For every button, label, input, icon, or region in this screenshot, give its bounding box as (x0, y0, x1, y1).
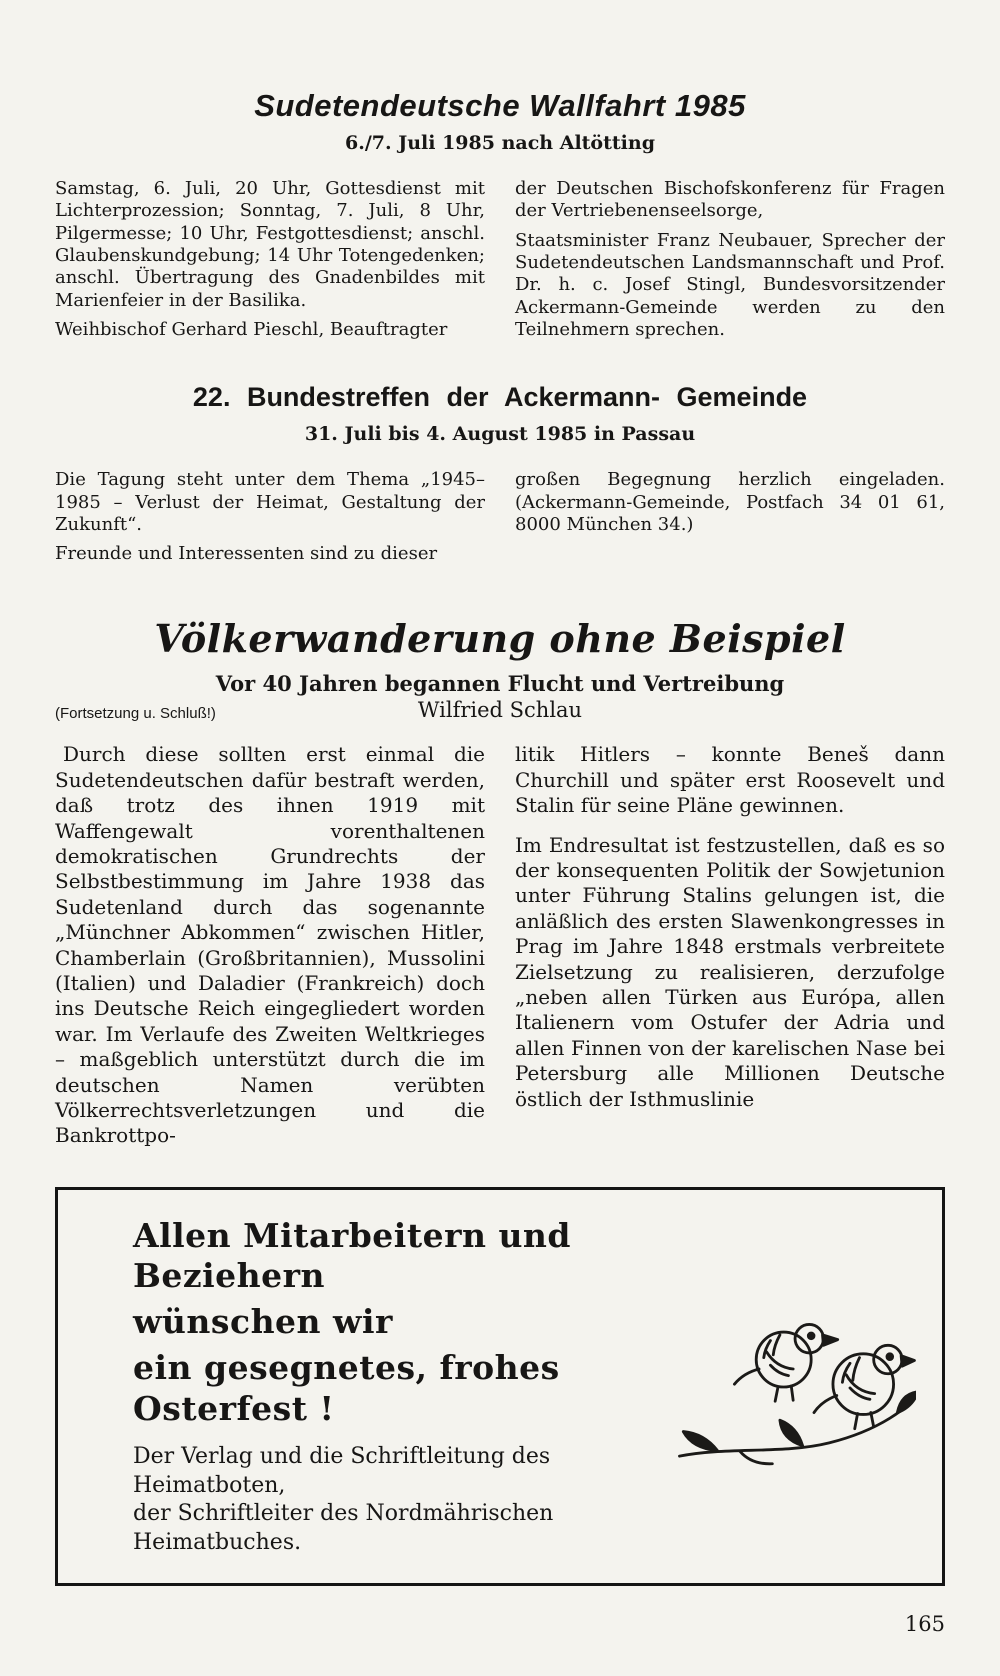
paragraph: Im Endresultat ist festzustellen, daß es so der konsequenten Politik der Sowjetunion unter Führung Stalins gelungen ist, die anläßlich des ersten Slawenkongresses in Prag im Jahre 1848 erstmals verbreitete Zielsetzung zu realisieren, derzufolge „neben allen Türken aus Európa, allen Italienern vom Ostufer der Adria und allen Finnen von der karelischen Nase bei Petersburg alle Millionen Deutsche östlich der Isthmuslinie (515, 832, 945, 1111)
left-column (55, 742, 485, 1148)
credit-line: der Schriftleiter des Nordmährischen Heimatbuches. (133, 1501, 554, 1555)
article-wallfahrt (55, 88, 945, 348)
birds-illustration (676, 1297, 916, 1477)
easter-greeting-box (55, 1187, 945, 1587)
left-column (55, 469, 485, 572)
greeting-line: ein gesegnetes, frohes Osterfest ! (133, 1348, 560, 1428)
right-column (515, 178, 945, 348)
paragraph: Weihbischof Gerhard Pieschl, Beauftragter (55, 318, 448, 340)
paragraph: Die Tagung steht unter dem Thema „1945–1985 – Verlust der Heimat, Gestaltung der Zukunft“. (55, 469, 485, 535)
article-bundestreffen (55, 382, 945, 572)
right-column (515, 469, 945, 572)
paragraph: Staatsminister Franz Neubauer, Sprecher der Sudetendeutschen Landsmannschaft und Prof. Dr. h. c. Josef Stingl, Bundesvorsitzender Ackermann-Gemeinde werden zu den Teilnehmern sprechen. (515, 229, 945, 340)
credit-line: Der Verlag und die Schriftleitung des Heimatboten, (133, 1443, 551, 1498)
article-title: 22. Bundestreffen der Ackermann- Gemeinde (192, 382, 808, 413)
article-subtitle: 6./7. Juli 1985 nach Altötting (345, 132, 655, 154)
article-subtitle: 31. Juli bis 4. August 1985 in Passau (304, 423, 696, 446)
paragraph: Durch diese sollten erst einmal die Sudetendeutschen dafür bestraft werden, daß trotz des ihnen 1919 mit Waffengewalt vorenthaltenen demokratischen Grundrechts der Selbstbestimmung im Jahre 1938 das Sudetenland durch das sogenannte „Münchner Abkommen“ zwischen Hitler, Chamberlain (Großbritannien), Mussolini (Italien) und Daladier (Frankreich) doch ins Deutsche Reich eingegliedert worden war. Im Verlaufe des Zweiten Weltkrieges – maßgeblich unterstützt durch die im deutschen Namen verübten Völkerrechtsverletzungen und die Bankrottpo- (55, 742, 485, 1148)
continuation-note: (Fortsetzung u. Schluß!) (55, 705, 216, 723)
greeting-credits (133, 1443, 652, 1557)
article-title: Sudetendeutsche Wallfahrt 1985 (254, 88, 746, 123)
byline-row (55, 698, 945, 728)
paragraph: großen Begegnung herzlich eingeladen. (Ackermann-Gemeinde, Postfach 34 01 61, 8000 München 34.) (515, 469, 945, 535)
paragraph: litik Hitlers – konnte Beneš dann Churchill und später erst Roosevelt und Stalin für seine Pläne gewinnen. (515, 742, 945, 818)
paragraph: Freunde und Interessenten sind zu dieser (55, 543, 438, 565)
paragraph: Samstag, 6. Juli, 20 Uhr, Gottesdienst mit Lichterprozession; Sonntag, 7. Juli, 8 Uhr, Pilgermesse; 10 Uhr, Festgottesdienst; anschl. Glaubenskundgebung; 14 Uhr Totengedenken; anschl. Übertragung des Gnadenbildes mit Marienfeier in der Basilika. (55, 178, 485, 311)
left-column (55, 178, 485, 348)
page-number: 165 (904, 1612, 945, 1637)
two-column-body (55, 469, 945, 572)
greeting-line: wünschen wir (133, 1302, 393, 1342)
article-voelkerwanderung (55, 616, 945, 1148)
greeting-text (133, 1216, 652, 1558)
illustration-area (666, 1297, 916, 1477)
author-byline: Wilfried Schlau (417, 698, 583, 723)
right-column (515, 742, 945, 1148)
article-title: Völkerwanderung ohne Beispiel (154, 616, 846, 662)
two-column-body (55, 178, 945, 348)
paragraph: der Deutschen Bischofskonferenz für Fragen der Vertriebenenseelsorge, (515, 178, 945, 222)
article-subtitle: Vor 40 Jahren begannen Flucht und Vertreibung (215, 671, 785, 697)
greeting-line: Allen Mitarbeitern und Beziehern (133, 1215, 572, 1295)
two-column-body (55, 742, 945, 1148)
